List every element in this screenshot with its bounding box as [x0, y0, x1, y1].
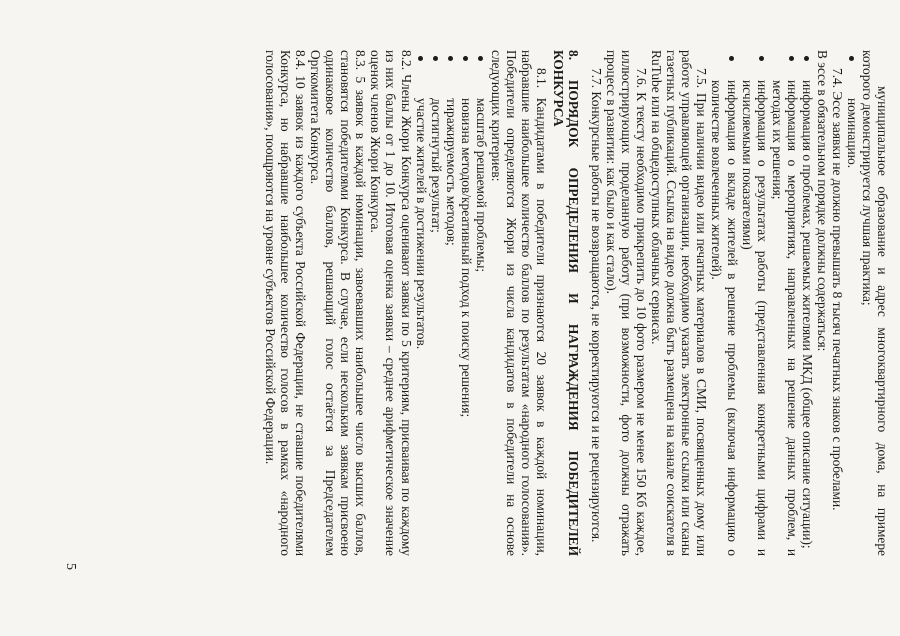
clause-7-5: 7.5. При наличии видео или печатных материалов в СМИ, посвященных дому или работе управляющей организации, необходимо указать электронные ссылки или сканы газетных публикаций. Ссылка на видео должна быть размещена на канале соискателя в RuTube или на общедоступных облачных сервисах. — [649, 50, 710, 556]
bullet-problems: информация о проблемах, решаемых жителями МКД (общее описание ситуации); — [800, 50, 815, 556]
bullet-results: информация о результатах работы (представленная конкретными цифрами и исчисляемыми показателями) — [740, 50, 770, 556]
section-heading — [551, 50, 581, 556]
clause-7-7: 7.7. Конкурсные работы не возвращаются, не корректируются и не рецензируются. — [589, 68, 605, 543]
criterion-participation: участие жителей в достижении результатов. — [414, 50, 429, 556]
criterion-novelty: новизна методов/креативный подход к поиску решения; — [459, 50, 474, 556]
clause-7-6: 7.6. К тексту необходимо прикрепить до 10 фото размером не менее 150 Кб каждое, иллюстрирующих проделанную работу (при возможности, фото должны отражать процесс в развитии: как было и как стало). — [604, 50, 650, 556]
paragraph-address: муниципальное образование и адрес многоквартирного дома, на примере которого демонстрируется лучшая практика; — [859, 50, 890, 556]
bullet-contribution: информация о вкладе жителей в решение проблемы (включая информацию о количестве вовлеченных жителей). — [709, 50, 739, 556]
criterion-replicability: тиражируемость методов; — [444, 50, 459, 556]
clause-8-2: 8.2. Члены Жюри Конкурса оценивают заявки по 5 критериям, присваивая по каждому из них баллы от 1 до 10. Итоговая оценка заявки – среднее арифметическое значение оценок членов Жюри Конкурса. — [368, 50, 414, 556]
clause-8-1: 8.1. Кандидатами в победители признаются 20 заявок в каждой номинации, набравшие наибольшее количество баллов по результатам «народного голосования». Победители определяются Жюри из числа кандидатов в победители на основе следующих критериев: — [488, 50, 549, 556]
bullet-nomination: номинацию. — [845, 50, 860, 556]
document-body — [263, 50, 890, 556]
essay-requirements-intro: В эссе в обязательном порядке должны содержаться: — [814, 50, 830, 352]
section-title: ПОРЯДОК ОПРЕДЕЛЕНИЯ И НАГРАЖДЕНИЯ ПОБЕДИТЕЛЕЙ КОНКУРСА — [551, 50, 582, 556]
clause-7-4: 7.4. Эссе заявки не должно превышать 8 тысяч печатных знаков с пробелами. — [829, 68, 845, 511]
criterion-scale: масштаб решаемой проблемы; — [474, 50, 489, 556]
clause-8-3: 8.3. 5 заявок в каждой номинации, завоевавших наибольшее число высших баллов, становятся победителями Конкурса. В случае, если нескольким заявкам присвоено одинаковое количество баллов, решающий голос остаётся за Председателем Оргкомитета Конкурса. — [308, 50, 369, 556]
page-number: 5 — [63, 563, 78, 570]
bullet-measures: информация о мероприятиях, направленных на решение данных проблем, и методах их решения; — [770, 50, 800, 556]
clause-8-4: 8.4. 10 заявок из каждого субъекта Российской Федерации, не ставшие победителями Конкурса, но набравшие наибольшее количество голосов в рамках «народного голосования», поощряются на уровне субъектов Российской Федерации. — [263, 50, 309, 556]
section-number: 8. — [566, 50, 582, 61]
criterion-result: достигнутый результат; — [429, 50, 444, 556]
